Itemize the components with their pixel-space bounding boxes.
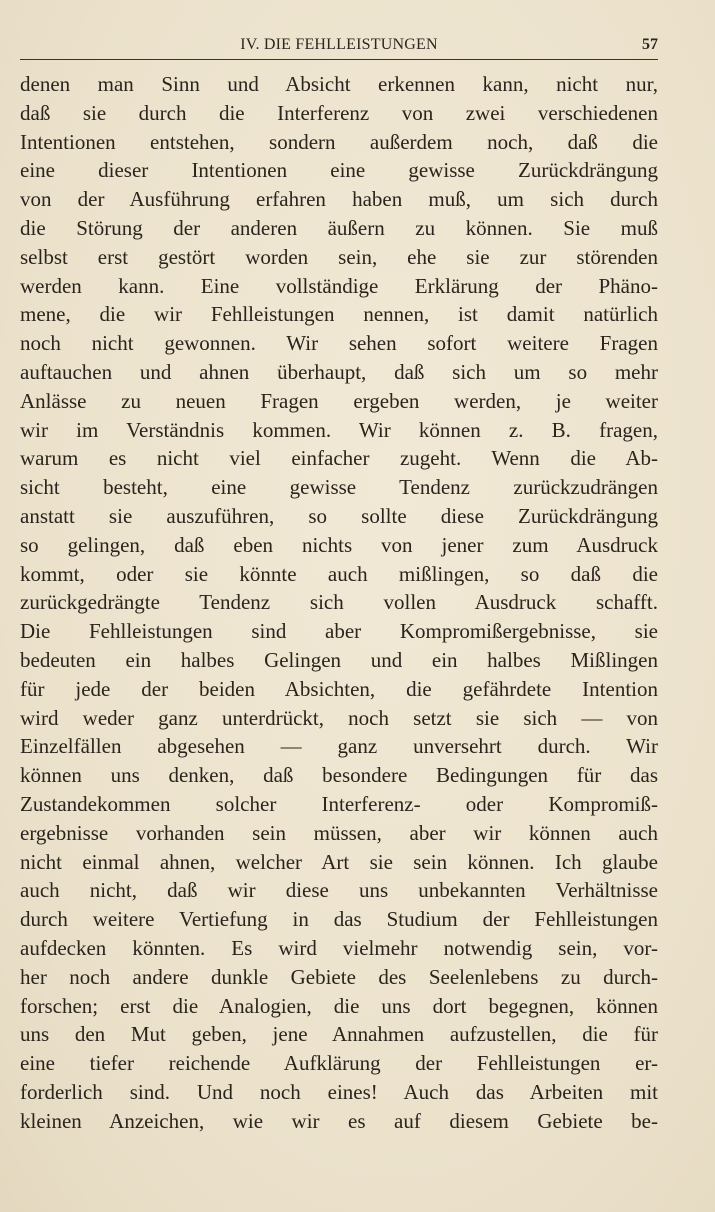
text-line: kleinen Anzeichen, wie wir es auf diesem Gebiete be- (20, 1108, 658, 1133)
text-line: für jede der beiden Absichten, die gefährdete Intention (20, 676, 658, 701)
text-line: kommt, oder sie könnte auch mißlingen, so daß die (20, 561, 658, 586)
text-line: durch weitere Vertiefung in das Studium der Fehlleistungen (20, 907, 658, 932)
page-number: 57 (642, 36, 658, 53)
text-line: eine dieser Intentionen eine gewisse Zurückdrängung (20, 158, 658, 183)
text-line: her noch andere dunkle Gebiete des Seelenlebens zu durch- (20, 964, 658, 989)
text-line: eine tiefer reichende Aufklärung der Fehlleistungen er- (20, 1051, 658, 1076)
text-line: denen man Sinn und Absicht erkennen kann, nicht nur, (20, 72, 658, 96)
text-line: selbst erst gestört worden sein, ehe sie zur störenden (20, 244, 658, 269)
body-text (20, 70, 658, 1135)
text-line: Die Fehlleistungen sind aber Kompromißergebnisse, sie (20, 619, 658, 644)
text-line: die Störung der anderen äußern zu können. Sie muß (20, 215, 658, 240)
chapter-title: IV. DIE FEHLLEISTUNGEN (240, 36, 438, 53)
text-line: noch nicht gewonnen. Wir sehen sofort weitere Fragen (20, 331, 658, 356)
header-rule (20, 59, 658, 60)
text-line: Zustandekommen solcher Interferenz- oder Kompromiß- (20, 791, 658, 816)
text-line: auch nicht, daß wir diese uns unbekannten Verhältnisse (20, 878, 658, 903)
text-line: zurückgedrängte Tendenz sich vollen Ausdruck schafft. (20, 590, 658, 615)
text-line: wir im Verständnis kommen. Wir können z. B. fragen, (20, 417, 658, 442)
text-line: bedeuten ein halbes Gelingen und ein halbes Mißlingen (20, 647, 658, 672)
text-line: ergebnisse vorhanden sein müssen, aber wir können auch (20, 820, 658, 845)
text-line: aufdecken könnten. Es wird vielmehr notwendig sein, vor- (20, 935, 658, 960)
text-line: nicht einmal ahnen, welcher Art sie sein können. Ich glaube (20, 849, 658, 874)
text-line: forderlich sind. Und noch eines! Auch das Arbeiten mit (20, 1079, 658, 1104)
text-line: werden kann. Eine vollständige Erklärung der Phäno- (20, 273, 658, 298)
text-line: auftauchen und ahnen überhaupt, daß sich um so mehr (20, 359, 658, 384)
text-line: von der Ausführung erfahren haben muß, um sich durch (20, 187, 658, 212)
text-line: forschen; erst die Analogien, die uns dort begegnen, können (20, 993, 658, 1018)
text-line: daß sie durch die Interferenz von zwei verschiedenen (20, 100, 658, 125)
text-line: Einzelfällen abgesehen — ganz unversehrt durch. Wir (20, 734, 658, 759)
text-line: wird weder ganz unterdrückt, noch setzt sie sich — von (20, 705, 658, 730)
text-line: anstatt sie auszuführen, so sollte diese Zurückdrängung (20, 503, 658, 528)
text-line: können uns denken, daß besondere Bedingungen für das (20, 763, 658, 788)
text-line: warum es nicht viel einfacher zugeht. Wenn die Ab- (20, 446, 658, 471)
text-line: Anlässe zu neuen Fragen ergeben werden, je weiter (20, 388, 658, 413)
running-head (20, 34, 658, 58)
text-line: uns den Mut geben, jene Annahmen aufzustellen, die für (20, 1022, 658, 1047)
text-line: so gelingen, daß eben nichts von jener zum Ausdruck (20, 532, 658, 557)
text-line: Intentionen entstehen, sondern außerdem noch, daß die (20, 129, 658, 154)
text-line: sicht besteht, eine gewisse Tendenz zurückzudrängen (20, 475, 658, 500)
text-line: mene, die wir Fehlleistungen nennen, ist damit natürlich (20, 302, 658, 327)
